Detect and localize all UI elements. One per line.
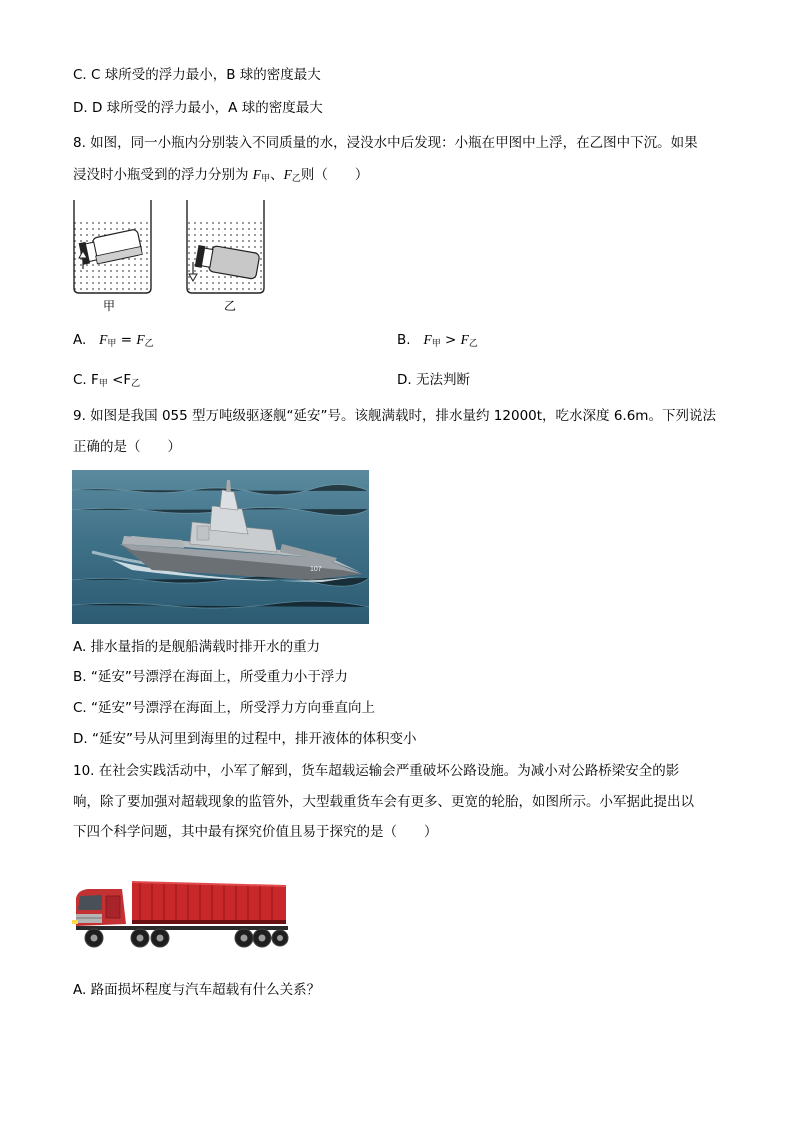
q9-option-c: C. “延安”号漂浮在海面上，所受浮力方向垂直向上 bbox=[73, 700, 375, 716]
q10-stem-line1: 10. 在社会实践活动中，小军了解到，货车超载运输会严重破坏公路设施。为减小对公路桥梁安全的影 bbox=[73, 763, 680, 779]
q8-option-b: B. $F_甲 > F_乙$ bbox=[397, 332, 478, 349]
q8-option-c: C. $F_甲 <F_乙$ bbox=[73, 372, 141, 389]
q7-option-d: D. D 球所受的浮力最小，A 球的密度最大 bbox=[73, 100, 323, 116]
beaker-jia bbox=[74, 200, 151, 293]
truck-wheels bbox=[85, 929, 288, 947]
q9-option-d: D. “延安”号从河里到海里的过程中，排开液体的体积变小 bbox=[73, 731, 417, 747]
q8-stem-line2: 浸没时小瓶受到的浮力分别为 $F_甲$、$F_乙$则（ ） bbox=[73, 167, 369, 184]
q9-option-a: A. 排水量指的是舰船满载时排开水的重力 bbox=[73, 639, 321, 655]
truck-photo bbox=[72, 876, 290, 952]
beaker-yi bbox=[187, 200, 264, 293]
beaker-yi-label: 乙 bbox=[224, 299, 237, 313]
q10-stem-line2: 响，除了要加强对超载现象的监管外，大型载重货车会有更多、更宽的轮胎，如图所示。小军据此提出以 bbox=[73, 794, 694, 810]
q7-option-c: C. C 球所受的浮力最小，B 球的密度最大 bbox=[73, 67, 321, 83]
q9-stem-line1: 9. 如图是我国 055 型万吨级驱逐舰“延安”号。该舰满载时，排水量约 12000t，吃水深度 6.6m。下列说法 bbox=[73, 408, 716, 424]
q8-stem-line1: 8. 如图，同一小瓶内分别装入不同质量的水，浸没水中后发现：小瓶在甲图中上浮，在乙图中下沉。如果 bbox=[73, 135, 698, 151]
destroyer-photo bbox=[72, 470, 369, 624]
q8-beakers-figure bbox=[66, 196, 276, 316]
q10-stem-line3: 下四个科学问题，其中最有探究价值且易于探究的是（ ） bbox=[73, 824, 438, 840]
q8-option-d: D. 无法判断 bbox=[397, 372, 470, 388]
cargo-box bbox=[132, 882, 286, 924]
beaker-jia-label: 甲 bbox=[103, 299, 116, 313]
q8-option-a: A. $F_甲 = F_乙$ bbox=[73, 332, 154, 349]
q9-stem-line2: 正确的是（ ） bbox=[73, 439, 181, 455]
q9-option-b: B. “延安”号漂浮在海面上，所受重力小于浮力 bbox=[73, 669, 348, 685]
hull-number: 107 bbox=[310, 566, 322, 573]
q10-option-a: A. 路面损坏程度与汽车超载有什么关系？ bbox=[73, 982, 321, 998]
truck-cab bbox=[72, 889, 126, 926]
